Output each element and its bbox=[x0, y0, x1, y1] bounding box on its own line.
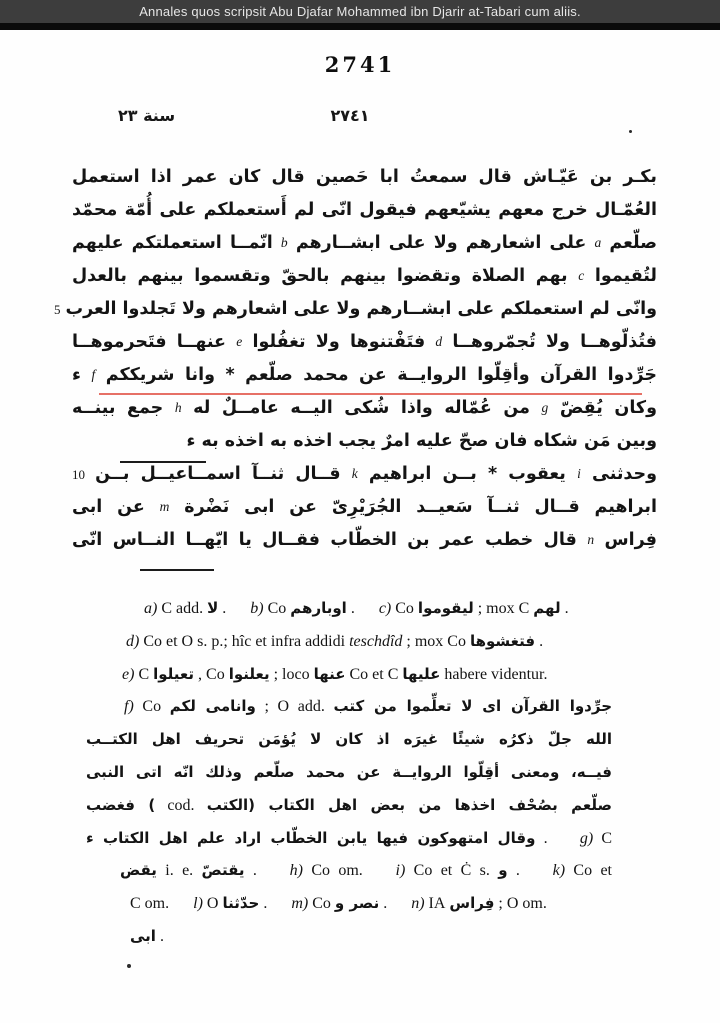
arabic-text-line bbox=[53, 292, 657, 325]
latin-text: cod. bbox=[167, 796, 195, 814]
footnote-marker: d bbox=[435, 334, 443, 349]
latin-text: Co om. bbox=[311, 862, 363, 880]
arabic-text: ) فغضب bbox=[86, 795, 156, 814]
arabic-text-line bbox=[72, 358, 657, 391]
latin-text: Co bbox=[267, 600, 287, 617]
arabic-text: وحدثنى bbox=[592, 464, 658, 484]
latin-text: Co bbox=[312, 895, 331, 913]
footnote-marker: h bbox=[174, 400, 182, 415]
latin-text: ; O om. bbox=[498, 895, 547, 913]
latin-text: i. e. bbox=[165, 862, 194, 880]
latin-text: ; O add. bbox=[264, 698, 325, 716]
latin-text: habere videntur. bbox=[444, 665, 548, 683]
footnote-separator-rule bbox=[140, 569, 214, 571]
arabic-text: انّمــا استعملتكم عليهم bbox=[72, 233, 273, 253]
footnote-line bbox=[86, 592, 612, 625]
scanned-page bbox=[0, 30, 720, 1023]
arabic-text-line bbox=[72, 160, 657, 193]
arabic-text: وقال امتهوكون فيها يابن الخطّاب اراد علم اهل الكتاب ء bbox=[86, 828, 536, 847]
footnote-marker: e bbox=[236, 334, 243, 349]
arabic-text: نصر و bbox=[334, 894, 380, 913]
latin-text: O bbox=[206, 895, 219, 913]
latin-italic-text: e) bbox=[122, 665, 135, 683]
arabic-text: الله جلّ ذكرُه شيئًا غيرَه اذ كان لا يُؤمَن تحريف اهل الكتــب bbox=[86, 730, 612, 749]
latin-italic-text: k) bbox=[552, 862, 566, 880]
arabic-text: يقض bbox=[120, 861, 157, 880]
latin-text: . bbox=[222, 600, 227, 617]
latin-italic-text: h) bbox=[289, 862, 303, 880]
margin-line-number: 10 bbox=[72, 467, 85, 482]
latin-text: Co bbox=[142, 698, 162, 716]
arabic-text: فِراس bbox=[449, 894, 495, 913]
footnote-marker: n bbox=[587, 532, 595, 547]
arabic-text: و bbox=[498, 861, 508, 880]
latin-text: . bbox=[252, 862, 257, 880]
footnote-line bbox=[86, 920, 612, 953]
latin-text: . bbox=[515, 862, 520, 880]
arabic-text: لا bbox=[207, 599, 219, 617]
arabic-text: يعلنوا bbox=[228, 664, 270, 683]
arabic-text-line bbox=[72, 523, 657, 556]
scan-speck bbox=[629, 130, 632, 133]
arabic-text: عنها bbox=[313, 664, 346, 683]
footnote-line bbox=[86, 625, 612, 658]
latin-text: Co bbox=[395, 600, 414, 617]
footnote-marker: a bbox=[594, 235, 602, 250]
arabic-text-line bbox=[72, 193, 657, 226]
latin-italic-text: c) bbox=[378, 600, 392, 617]
scan-edge-band bbox=[0, 23, 720, 30]
latin-text: Co et C bbox=[349, 665, 399, 683]
latin-italic-text: g) bbox=[579, 829, 594, 847]
latin-italic-text: m) bbox=[291, 895, 309, 913]
latin-text: . bbox=[543, 829, 548, 847]
running-head-folio-number: ٢٧٤١ bbox=[330, 106, 370, 125]
section-divider-rule bbox=[120, 461, 206, 463]
arabic-text: فتَفْتنوها ولا تغفُلوا bbox=[252, 332, 426, 352]
arabic-text: من عُمّاله واذا شُكى اليــه عامــلٌ له bbox=[193, 398, 530, 418]
footnote-marker: f bbox=[91, 367, 96, 382]
red-underline-annotation bbox=[99, 393, 642, 395]
latin-text: ; mox Co bbox=[406, 632, 466, 650]
latin-italic-text: n) bbox=[411, 895, 425, 913]
arabic-text: عنهــا فتَحرموهــا bbox=[72, 332, 226, 352]
arabic-text-line bbox=[72, 325, 657, 358]
arabic-text: عليها bbox=[402, 664, 441, 683]
arabic-text: وكان يُقِضّ bbox=[559, 398, 657, 418]
footnote-line bbox=[86, 690, 612, 723]
arabic-text-block bbox=[53, 160, 658, 556]
arabic-text: ليقوموا bbox=[417, 599, 474, 617]
arabic-text: فيــه، ومعنى أقِلّوا الروايــة عن محمد صلّعم وذلك انّه اتى النبى bbox=[86, 762, 612, 781]
margin-line-number: 5 bbox=[53, 302, 61, 317]
arabic-text: وانامى لكم bbox=[169, 697, 256, 716]
latin-text: C om. bbox=[130, 895, 170, 913]
arabic-text: اوبارهم bbox=[290, 599, 347, 617]
arabic-text: فتُذلّوهــا ولا تُجمّروهــا bbox=[452, 332, 658, 352]
footnote-marker: i bbox=[577, 466, 581, 481]
footnote-marker: c bbox=[578, 268, 585, 283]
latin-text: Co et bbox=[573, 862, 612, 880]
arabic-text: لتُقيموا bbox=[594, 266, 657, 286]
latin-italic-text: a) bbox=[144, 600, 158, 617]
arabic-text: على اشعارهم ولا على ابشــارهم bbox=[295, 233, 587, 253]
latin-italic-text: d) bbox=[126, 632, 140, 650]
latin-italic-text: i) bbox=[395, 862, 406, 880]
arabic-text: صلّعم بصُحْف اخذها من بعض اهل الكتاب (الكتب bbox=[206, 795, 613, 814]
footnote-line bbox=[86, 822, 612, 855]
footnote-marker: g bbox=[541, 400, 549, 415]
arabic-text: لهم bbox=[533, 599, 561, 617]
footnote-marker: k bbox=[351, 466, 358, 481]
arabic-text: حدّثنا bbox=[222, 894, 260, 913]
arabic-text: تعيلوا bbox=[153, 664, 195, 683]
arabic-text-line bbox=[72, 226, 657, 259]
footnote-line bbox=[86, 723, 612, 756]
page-number: 2741 bbox=[324, 52, 396, 77]
arabic-text: فِراس bbox=[604, 530, 657, 550]
arabic-text: جرِّدوا القرآن اى لا تعلِّموا من كتب bbox=[333, 697, 613, 716]
latin-text: . bbox=[350, 600, 355, 617]
latin-text: ; mox C bbox=[477, 600, 530, 617]
footnote-marker: m bbox=[159, 499, 170, 514]
footnote-line bbox=[86, 789, 612, 822]
arabic-text: يقتصّ bbox=[201, 861, 245, 880]
arabic-text: ابراهيم قــال ثنــآ سَعيــد الجُرَيْرِىّ عن ابى نَضْرة bbox=[184, 497, 657, 517]
arabic-text-line bbox=[72, 424, 657, 457]
latin-text: IA bbox=[428, 895, 446, 913]
footnote-line bbox=[86, 887, 612, 920]
arabic-text: جَرِّدوا القرآن وأقِلّوا الروايــة عن محمد صلّعم * وانا شريككم bbox=[105, 365, 657, 385]
footnote-block bbox=[86, 592, 612, 953]
arabic-text: العُمّـال خرج معهم يشيّعهم فيقول انّى لم أَستعملكم على أُمّة محمّد bbox=[72, 200, 657, 220]
latin-italic-text: teschdîd bbox=[349, 632, 403, 650]
latin-italic-text: f) bbox=[124, 698, 134, 716]
latin-text: . bbox=[564, 600, 569, 617]
latin-text: C add. bbox=[161, 600, 204, 617]
latin-text: . bbox=[539, 632, 544, 650]
arabic-text: بكـر بن عَيّـاش قال سمعتُ ابا حَصين قال كان عمر اذا استعمل bbox=[72, 167, 657, 187]
arabic-text: صلّعم bbox=[609, 233, 657, 253]
arabic-text: ء bbox=[72, 365, 81, 385]
latin-text: Co et O s. p.; hîc et infra addidi bbox=[143, 632, 346, 650]
latin-text: . bbox=[383, 895, 388, 913]
arabic-text-line bbox=[72, 490, 657, 523]
footnote-line bbox=[86, 756, 612, 789]
latin-italic-text: b) bbox=[250, 600, 264, 617]
latin-text: . bbox=[263, 895, 268, 913]
arabic-text: ابى bbox=[130, 926, 156, 945]
latin-text: , Co bbox=[198, 665, 225, 683]
latin-text: . bbox=[159, 927, 164, 945]
arabic-text: قــال ثنــآ اسمــاعيــل بــن bbox=[95, 464, 341, 484]
running-head-year-label: سنة ٢٣ bbox=[118, 106, 176, 125]
arabic-text: جمع بينــه bbox=[72, 398, 164, 418]
latin-text: C bbox=[138, 665, 150, 683]
arabic-text: فتغشوها bbox=[469, 631, 536, 650]
footnote-line bbox=[86, 854, 612, 887]
arabic-text: عن ابى bbox=[72, 497, 145, 517]
footnote-line bbox=[86, 658, 612, 691]
latin-text: Co et Ċ s. bbox=[413, 862, 490, 880]
viewer-title: Annales quos scripsit Abu Djafar Mohammed ibn Djarir at-Tabari cum aliis. bbox=[139, 4, 581, 19]
arabic-text: يعقوب * بــن ابراهيم bbox=[368, 464, 566, 484]
scan-speck bbox=[127, 964, 131, 968]
arabic-text: وانّى لم استعملكم على ابشــارهم ولا على اشعارهم ولا تَجلدوا العرب bbox=[65, 299, 657, 319]
arabic-text: وبين مَن شكاه فان صحّ عليه امرٌ يجب اخذه به اخذه به ء bbox=[186, 431, 657, 451]
arabic-text: قال خطب عمر بن الخطّاب فقــال يا ايّهــا النــاس انّى bbox=[72, 530, 577, 550]
viewer-title-bar bbox=[0, 0, 720, 23]
arabic-text: بهم الصلاة وتقضوا بينهم بالحقّ وتقسموا بينهم بالعدل bbox=[72, 266, 568, 286]
footnote-marker: b bbox=[280, 235, 288, 250]
arabic-text-line bbox=[72, 259, 657, 292]
arabic-text-line bbox=[72, 391, 657, 424]
latin-italic-text: l) bbox=[193, 895, 203, 913]
latin-text: ; loco bbox=[273, 665, 310, 683]
latin-text: C bbox=[601, 829, 613, 847]
